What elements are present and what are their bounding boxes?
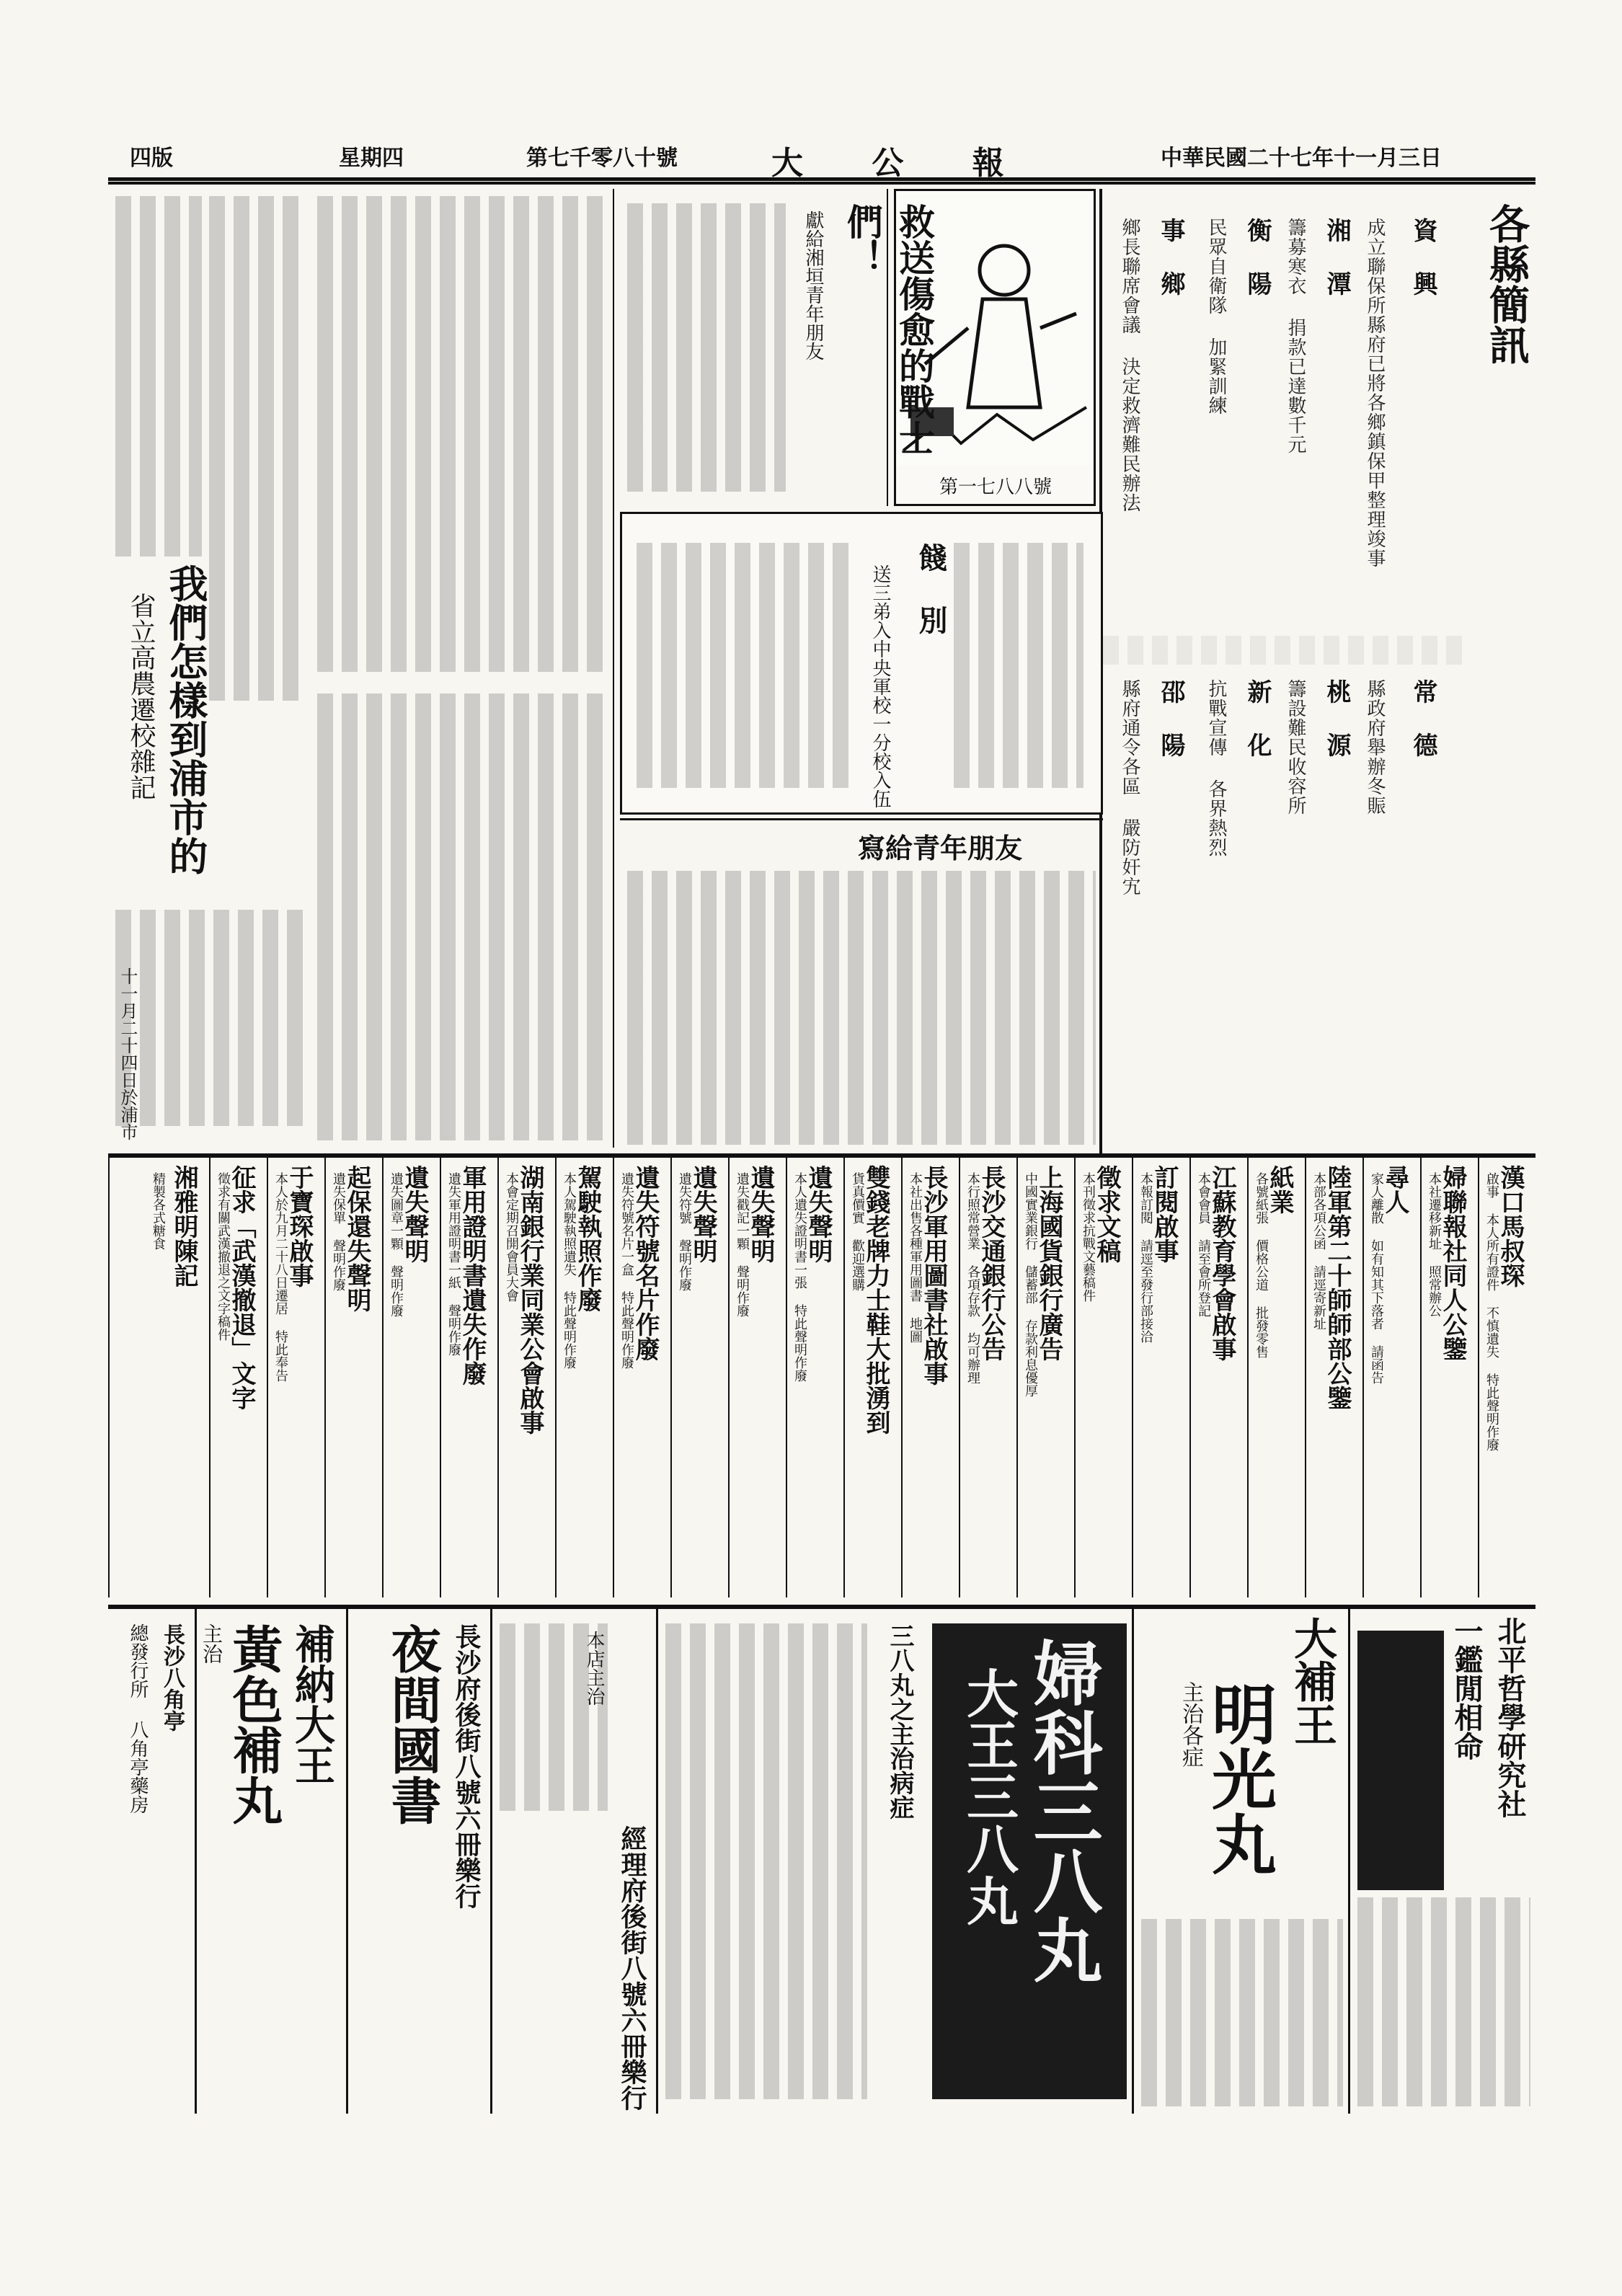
- county-news-section: [1103, 189, 1535, 1148]
- county-item-place: 事 鄉: [1156, 218, 1185, 296]
- county-item-place: 新 化: [1243, 679, 1272, 757]
- farewell-byline: 送三弟入中央軍校一分校入伍: [869, 564, 891, 808]
- notice: 婦聯報社同人公鑒 本社遷移新址 照常辦公: [1420, 1158, 1479, 1597]
- ad-books: 長沙府後街八號六冊樂行 夜間國書: [346, 1609, 492, 2114]
- notice: 長沙軍用圖書社啟事 本社出售各種軍用圖書 地圖: [901, 1158, 960, 1597]
- ad-store: 經理府後街八號六冊樂行 本店主治: [490, 1609, 658, 2114]
- notice: 遺失聲明 遺失戳記一顆 聲明作廢: [728, 1158, 787, 1597]
- appeal-title: 救送傷愈的戰士們！: [841, 203, 936, 456]
- notice: 起保還失聲明 遺失保單 聲明作廢: [324, 1158, 384, 1597]
- notice: 遺失聲明 遺失圖章一顆 聲明作廢: [382, 1158, 441, 1597]
- main-article: [310, 189, 614, 1148]
- masthead-weekday: 星期四: [339, 146, 404, 171]
- county-item-place: 湘 潭: [1322, 218, 1351, 296]
- county-news-title: 各縣簡訊: [1483, 203, 1530, 365]
- ad-mingguang: 大補王 明光丸 主治各症: [1132, 1609, 1350, 2114]
- notice: 上海國貨銀行廣告 中國實業銀行 儲蓄部 存款利息優厚: [1016, 1158, 1076, 1597]
- ad-bajiaoting: 長沙八角亭 總發行所 八角亭藥房: [127, 1623, 185, 1814]
- masthead-issue: 第七千零八十號: [526, 146, 678, 171]
- masthead-paper-name: 大 公 報: [771, 145, 1033, 182]
- notice: 湖南銀行業同業公會啟事 本會定期召開會員大會: [497, 1158, 557, 1597]
- ad-yellow-pill: 補納大王 黃色補丸 主治: [195, 1609, 348, 2114]
- appeal-subtitle: 獻給湘垣青年朋友: [802, 210, 824, 360]
- notice: 湘雅明陳記 精製各式糖食: [108, 1158, 210, 1597]
- notice: 紙業 各號紙張 價格公道 批發零售: [1247, 1158, 1306, 1597]
- cartoon-caption: 第一七八八號: [939, 477, 1052, 498]
- county-item-place: 衡 陽: [1243, 218, 1272, 296]
- county-item-text: 籌募寒衣 捐款已達數千元: [1285, 218, 1306, 454]
- masthead-page-no: 四版: [130, 146, 173, 171]
- notice: 長沙交通銀行公告 本行照常營業 各項存款 均可辦理: [959, 1158, 1018, 1597]
- county-item: [1103, 189, 1463, 1140]
- notice: 雙錢老牌力士鞋大批湧到 貨真價實 歡迎選購: [843, 1158, 903, 1597]
- county-item-text: 民眾自衛隊 加緊訓練: [1205, 218, 1227, 415]
- county-item-text: 籌設難民收容所: [1285, 679, 1306, 815]
- ad-sanba-banner: 婦科三八丸 大王三八丸: [932, 1623, 1127, 2099]
- youth-title: 寫給青年朋友: [858, 832, 1023, 864]
- notice: 駕駛執照作廢 本人駕駛執照遺失 特此聲明作廢: [555, 1158, 614, 1597]
- farewell-title: 餞 別: [914, 543, 948, 634]
- county-item-place: 邵 陽: [1156, 679, 1185, 757]
- notice: 于寶琛啟事 本人於九月二十八日遷居 特此奉告: [267, 1158, 326, 1597]
- county-item-place: 常 德: [1409, 679, 1437, 757]
- notice: 遺失符號名片作廢 遺失符號名片一盒 特此聲明作廢: [613, 1158, 672, 1597]
- essay-title: 我們怎樣到浦市的: [163, 564, 209, 875]
- county-item-place: 桃 源: [1322, 679, 1351, 757]
- ad-sanba-pill: 婦科三八丸 大王三八丸 三八丸之主治病症: [656, 1609, 1134, 2114]
- county-item-text: 縣府通令各區 嚴防奸宄: [1119, 679, 1140, 896]
- notice: 漢口馬叔琛 啟事 本人所有證件 不慎遺失 特此聲明作廢: [1478, 1158, 1537, 1597]
- notice: 訂閱啟事 本報訂閱 請逕至發行部接洽: [1132, 1158, 1191, 1597]
- notice: 遺失聲明 本人遺失證明書一張 特此聲明作廢: [786, 1158, 845, 1597]
- notices-band: [108, 1158, 1535, 1609]
- notice: 遺失聲明 遺失符號 聲明作廢: [670, 1158, 730, 1597]
- farewell-box: [620, 512, 1103, 815]
- notice: 尋人 家人離散 如有知其下落者 請函告: [1362, 1158, 1422, 1597]
- youth-section: [620, 818, 1103, 1152]
- masthead-date: 中華民國二十七年十一月三日: [1161, 146, 1442, 171]
- essay-subtitle: 省立高農遷校雜記: [126, 593, 156, 800]
- county-item-text: 鄉長聯席會議 決定救濟難民辦法: [1119, 218, 1140, 513]
- county-item-text: 成立聯保所縣府已將各鄉鎮保甲整理竣事: [1364, 218, 1386, 568]
- county-item-text: 縣政府舉辦冬賑: [1364, 679, 1386, 815]
- notice: 軍用證明書遺失作廢 遺失軍用證明書一紙 聲明作廢: [440, 1158, 499, 1597]
- essay-article: [108, 189, 306, 1148]
- notice: 征求「武漢撤退」文字 徵求有關武漢撤退之文字稿件: [209, 1158, 268, 1597]
- notice: 徵求文稿 本刊徵求抗戰文藝稿件: [1074, 1158, 1133, 1597]
- county-item-place: 資 興: [1409, 218, 1437, 296]
- county-item-text: 抗戰宣傳 各界熱烈: [1205, 679, 1227, 857]
- appeal-article: [620, 189, 936, 506]
- notice: 陸軍第二十師師部公鑒 本部各項公函 請逕寄新址: [1305, 1158, 1364, 1597]
- notice: 江蘇教育學會啟事 本會會員 請至會所登記: [1189, 1158, 1249, 1597]
- masthead: [108, 137, 1535, 181]
- ad-philosophy: 北平哲學研究社 一鑑閒相命: [1348, 1609, 1538, 2114]
- essay-signoff: 十一月二十四日於浦市: [118, 967, 138, 1140]
- ads-band: [108, 1609, 1535, 2128]
